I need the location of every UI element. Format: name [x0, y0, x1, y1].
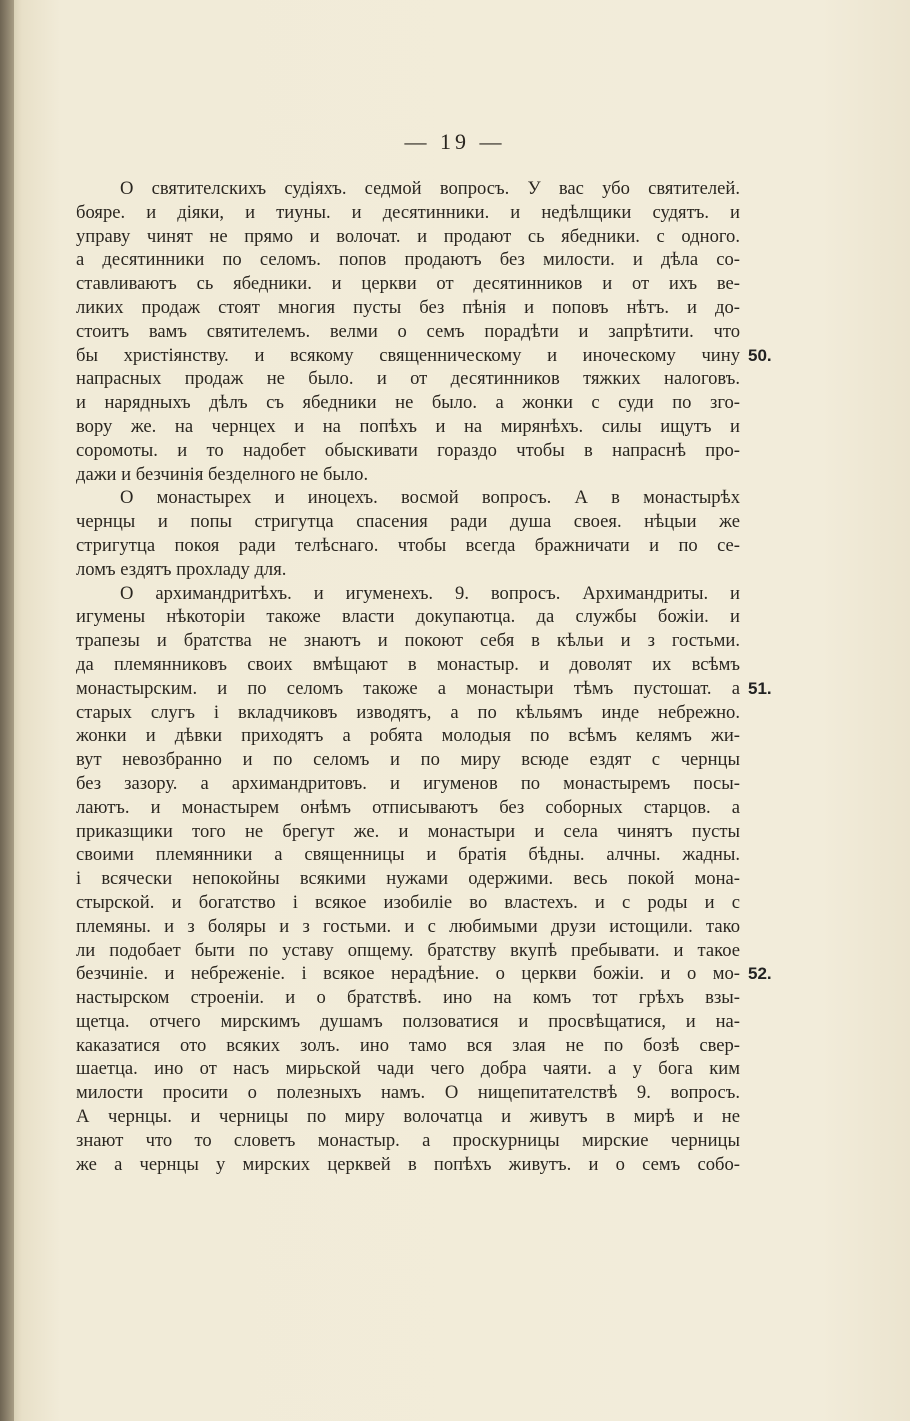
- text-line: шаетца. ино от насъ мирьской чади чего добра чаяти. а у бога ким: [76, 1058, 740, 1080]
- body-text: [76, 177, 740, 1176]
- text-line: трапезы и братства не знаютъ и покоют себя в кѣльи и з гостьми.: [76, 630, 740, 652]
- margin-paragraph-number: 50.: [748, 345, 772, 365]
- text-line: щетца. отчего мирскимъ душамъ ползоватися и просвѣщатися, и на-: [76, 1010, 740, 1032]
- text-line: да племянниковъ своих вмѣщают в монастыр. и доволят их всѣмъ: [76, 653, 740, 675]
- text-line: напрасных продаж не было. и от десятинников тяжких налоговъ.: [76, 368, 740, 390]
- text-line: О святителскихъ судіяхъ. седмой вопросъ. У вас убо святителей.: [120, 178, 740, 199]
- text-line: а десятинники по селомъ. попов продаютъ без милости. и дѣла со-: [76, 249, 740, 271]
- text-line: дажи и безчинія безделного не было.: [76, 463, 369, 485]
- text-line: своими племянники а священницы и братія бѣдны. алчны. жадны.: [76, 844, 740, 866]
- text-line: лаютъ. и монастырем онѣмъ отписываютъ без соборных старцов. а: [76, 796, 740, 818]
- text-line: и нарядныхъ дѣлъ съ ябедники не было. а жонки с суди по зго-: [76, 392, 740, 414]
- text-line: без зазору. а архимандритовъ. и игуменов по монастыремъ посы-: [76, 772, 740, 794]
- page-binding-edge: [0, 0, 14, 1421]
- text-line: племяны. и з боляры и з гостьми. и с любимыми друзи истощили. тако: [76, 915, 740, 937]
- text-line: ли подобает быти по уставу опщему. братству вкупѣ пребывати. и такое: [76, 939, 740, 961]
- text-line: ликих продаж стоят многия пусты без пѣнія и поповъ нѣтъ. и до-: [76, 296, 740, 318]
- text-line: игумены нѣкоторіи такоже власти докупаютца. да службы божіи. и: [76, 606, 740, 628]
- text-line: знают что то словетъ монастыр. а проскурницы мирские черницы: [76, 1129, 740, 1151]
- text-line: безчиніе. и небреженіе. і всякое нерадѣние. о церкви божіи. и о мо-: [76, 963, 740, 985]
- text-line: А чернцы. и черницы по миру волочатца и живутъ в мирѣ и не: [76, 1106, 740, 1128]
- text-line: же а чернцы у мирских церквей в попѣхъ живутъ. и о семъ собо-: [76, 1153, 740, 1175]
- margin-paragraph-number: 51.: [748, 678, 772, 698]
- text-line: стоитъ вамъ святителемъ. велми о семъ порадѣти и запрѣтити. что: [76, 320, 740, 342]
- margin-paragraph-number: 52.: [748, 964, 772, 984]
- text-line: жонки и дѣвки приходятъ а робята молодыя по всѣмъ келямъ жи-: [76, 725, 740, 747]
- text-line: чернцы и попы стригутца спасения ради душа своея. нѣцыи же: [76, 511, 740, 533]
- text-line: вут невозбранно и по селомъ и по миру всюде ездят с чернцы: [76, 749, 740, 771]
- text-line: стригутца покоя ради телѣснаго. чтобы всегда бражничати и по се-: [76, 534, 740, 556]
- text-line: стырской. и богатство і всякое изобиліе во властехъ. и с роды и с: [76, 891, 740, 913]
- text-line: старых слугъ і вкладчиковъ изводятъ, а по кѣльямъ инде небрежно.: [76, 701, 740, 723]
- text-line: милости просити о полезныхъ намъ. О нищепитателствѣ 9. вопросъ.: [76, 1082, 740, 1104]
- text-line: ломъ ездятъ прохладу для.: [76, 558, 287, 580]
- text-line: каказатися ото всяких золъ. ино тамо вся злая не по бозѣ свер-: [76, 1034, 740, 1056]
- text-line: управу чинят не прямо и волочат. и продают сь ябедники. с одного.: [76, 225, 740, 247]
- text-line: монастырским. и по селомъ такоже а монастыри тѣмъ пустошат. а: [76, 677, 740, 699]
- page-number: — 19 —: [404, 129, 506, 154]
- text-line: приказщики того не брегут же. и монастыри и села чинятъ пусты: [76, 820, 740, 842]
- text-line: соромоты. и то надобет обыскивати гораздо чтобы в напраснѣ про-: [76, 439, 740, 461]
- text-line: бояре. и діяки, и тиуны. и десятинники. и недѣлщики судятъ. и: [76, 201, 740, 223]
- text-line: О монастырех и иноцехъ. восмой вопросъ. А в монастырѣх: [120, 487, 740, 509]
- text-line: ставливаютъ сь ябедники. и церкви от десятинников и от ихъ ве-: [76, 273, 740, 295]
- text-line: настырском строеніи. и о братствѣ. ино на комъ тот грѣхъ взы-: [76, 987, 740, 1009]
- text-line: О архимандритѣхъ. и игуменехъ. 9. вопросъ. Архимандриты. и: [120, 582, 740, 604]
- text-line: бы христіянству. и всякому священническому и иноческому чину: [76, 344, 740, 366]
- text-line: і всячески непокойны всякими нужами одержими. весь покой мона-: [76, 868, 740, 890]
- text-line: вору же. на чернцех и на попѣхъ и на мирянѣхъ. силы ищутъ и: [76, 415, 740, 437]
